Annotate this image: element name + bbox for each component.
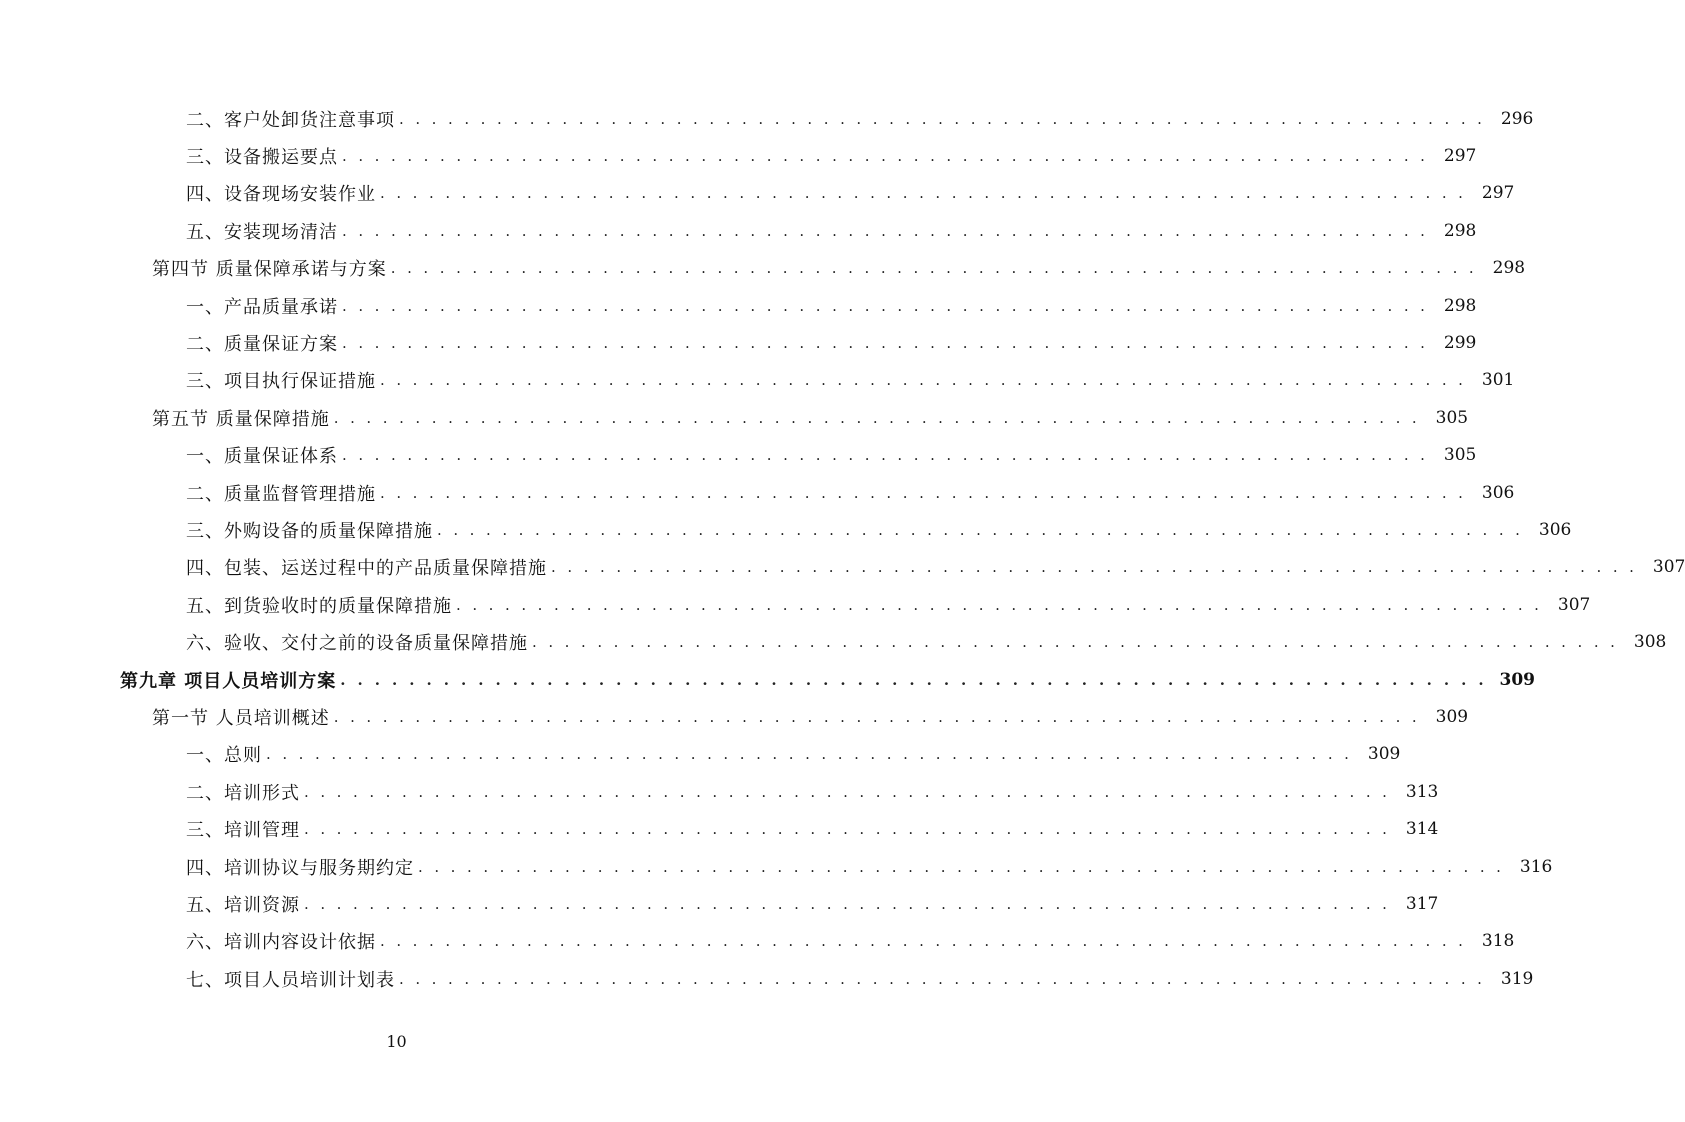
toc-entry-page: 305 [1443,445,1477,466]
dot-leader: . . . . . . . . . . . . . . . . . . . . . . . . . . . . . . . . . . . . . . . . . . . . . . . . . . . . . . . . . . . . . . . . . . . [333,707,1421,726]
toc-entry-title: 一、质量保证体系 [186,446,338,468]
dot-leader: . . . . . . . . . . . . . . . . . . . . . . . . . . . . . . . . . . . . . . . . . . . . . . . . . . . . . . . . . . . . . . . . . . . [380,371,1467,390]
toc-entry-section[interactable] [0,250,1526,287]
toc-entry-item[interactable] [0,848,1553,885]
toc-entry-page: 297 [1443,145,1477,166]
dot-leader: . . . . . . . . . . . . . . . . . . . . . . . . . . . . . . . . . . . . . . . . . . . . . . . . . . . . . . . . . . . . . . . . . . . [399,969,1486,988]
toc-entry-page: 309 [1367,744,1401,765]
toc-entry-item[interactable] [0,137,1477,174]
toc-entry-title: 二、培训形式 [186,782,300,804]
toc-entry-title: 二、质量保证方案 [186,333,338,355]
dot-leader: . . . . . . . . . . . . . . . . . . . . . . . . . . . . . . . . . . . . . . . . . . . . . . . . . . . . . . . . . . . . . . . . . . . [340,670,1488,689]
toc-entry-title: 三、设备搬运要点 [186,146,338,168]
toc-entry-page: 298 [1492,258,1526,279]
toc-entry-item[interactable] [0,362,1515,399]
toc-entry-page: 313 [1405,781,1439,802]
toc-entry-item[interactable] [0,324,1477,361]
toc-entry-page: 298 [1443,220,1477,241]
toc-entry-page: 314 [1405,819,1439,840]
toc-entry-page: 296 [1500,108,1534,129]
toc-entry-page: 301 [1481,370,1515,391]
toc-entry-title: 四、包装、运送过程中的产品质量保障措施 [186,558,547,580]
dot-leader: . . . . . . . . . . . . . . . . . . . . . . . . . . . . . . . . . . . . . . . . . . . . . . . . . . . . . . . . . . . . . . . . . . . [380,184,1467,203]
toc-entry-title: 七、项目人员培训计划表 [186,969,395,991]
toc-entry-page: 297 [1481,183,1515,204]
toc-entry-section[interactable] [0,698,1469,735]
toc-entry-title: 一、总则 [186,745,262,767]
toc-entry-item[interactable] [0,175,1515,212]
toc-entry-page: 317 [1405,893,1439,914]
toc-entry-title: 二、质量监督管理措施 [186,483,376,505]
toc-entry-page: 307 [1652,557,1685,578]
dot-leader: . . . . . . . . . . . . . . . . . . . . . . . . . . . . . . . . . . . . . . . . . . . . . . . . . . . . . . . . . . . . . . . . . . . [342,146,1429,165]
toc-entry-title: 第五节 质量保障措施 [152,408,330,430]
dot-leader: . . . . . . . . . . . . . . . . . . . . . . . . . . . . . . . . . . . . . . . . . . . . . . . . . . . . . . . . . . . . . . . . . . . [342,333,1429,352]
toc-entry-item[interactable] [0,736,1401,773]
toc-entry-item[interactable] [0,212,1477,249]
dot-leader: . . . . . . . . . . . . . . . . . . . . . . . . . . . . . . . . . . . . . . . . . . . . . . . . . . . . . . . . . . . . . . . . . . . [342,446,1429,465]
toc-entry-item[interactable] [0,960,1534,997]
toc-entry-item[interactable] [0,586,1591,623]
toc-entry-item[interactable] [0,474,1515,511]
toc-entry-title: 四、设备现场安装作业 [186,184,376,206]
toc-entry-page: 299 [1443,332,1477,353]
toc-entry-title: 五、到货验收时的质量保障措施 [186,595,452,617]
toc-entry-item[interactable] [0,885,1439,922]
page-number: 10 [386,1032,407,1051]
toc-entry-title: 三、外购设备的质量保障措施 [186,520,433,542]
toc-entry-item[interactable] [0,811,1439,848]
dot-leader: . . . . . . . . . . . . . . . . . . . . . . . . . . . . . . . . . . . . . . . . . . . . . . . . . . . . . . . . . . . . . . . . . . . [333,408,1421,427]
toc-entry-title: 六、验收、交付之前的设备质量保障措施 [186,633,528,655]
toc-entry-title: 一、产品质量承诺 [186,296,338,318]
toc-entry-title: 五、培训资源 [186,894,300,916]
toc-entry-page: 319 [1500,968,1534,989]
dot-leader: . . . . . . . . . . . . . . . . . . . . . . . . . . . . . . . . . . . . . . . . . . . . . . . . . . . . . . . . . . . . . . . . . . . [342,296,1429,315]
toc-entry-page: 307 [1557,594,1591,615]
dot-leader: . . . . . . . . . . . . . . . . . . . . . . . . . . . . . . . . . . . . . . . . . . . . . . . . . . . . . . . . . . . . . . . . . . . [418,857,1505,876]
toc-entry-page: 306 [1481,482,1515,503]
toc-entry-item[interactable] [0,437,1477,474]
toc-entry-title: 六、培训内容设计依据 [186,932,376,954]
toc-entry-page: 309 [1435,706,1469,727]
toc-entry-title: 三、培训管理 [186,820,300,842]
dot-leader: . . . . . . . . . . . . . . . . . . . . . . . . . . . . . . . . . . . . . . . . . . . . . . . . . . . . . . . . . . . . . . . . . . . [399,109,1486,128]
toc-entry-item[interactable] [0,549,1685,586]
dot-leader: . . . . . . . . . . . . . . . . . . . . . . . . . . . . . . . . . . . . . . . . . . . . . . . . . . . . . . . . . . . . . . . . . . . [551,558,1638,577]
toc-entry-title: 五、安装现场清洁 [186,221,338,243]
toc-entry-title: 第一节 人员培训概述 [152,707,330,729]
toc-entry-title: 二、客户处卸货注意事项 [186,109,395,131]
dot-leader: . . . . . . . . . . . . . . . . . . . . . . . . . . . . . . . . . . . . . . . . . . . . . . . . . . . . . . . . . . . . . . . . . . . [437,520,1524,539]
toc-entry-title: 第九章 项目人员培训方案 [120,670,337,692]
toc-entry-page: 306 [1538,519,1572,540]
dot-leader: . . . . . . . . . . . . . . . . . . . . . . . . . . . . . . . . . . . . . . . . . . . . . . . . . . . . . . . . . . . . . . . . . . . [456,595,1543,614]
toc-entry-page: 298 [1443,295,1477,316]
toc-entry-item[interactable] [0,923,1515,960]
toc-entry-page: 305 [1435,407,1469,428]
dot-leader: . . . . . . . . . . . . . . . . . . . . . . . . . . . . . . . . . . . . . . . . . . . . . . . . . . . . . . . . . . . . . . . . . . . [304,894,1391,913]
dot-leader: . . . . . . . . . . . . . . . . . . . . . . . . . . . . . . . . . . . . . . . . . . . . . . . . . . . . . . . . . . . . . . . . . . . [532,633,1619,652]
dot-leader: . . . . . . . . . . . . . . . . . . . . . . . . . . . . . . . . . . . . . . . . . . . . . . . . . . . . . . . . . . . . . . . . . . . [304,782,1391,801]
dot-leader: . . . . . . . . . . . . . . . . . . . . . . . . . . . . . . . . . . . . . . . . . . . . . . . . . . . . . . . . . . . . . . . . . . . [390,259,1478,278]
toc-entry-chapter[interactable] [0,661,1536,698]
toc-entry-page: 309 [1499,669,1536,690]
toc-entry-item[interactable] [0,773,1439,810]
dot-leader: . . . . . . . . . . . . . . . . . . . . . . . . . . . . . . . . . . . . . . . . . . . . . . . . . . . . . . . . . . . . . . . . . . . [266,745,1353,764]
toc-entry-section[interactable] [0,399,1469,436]
dot-leader: . . . . . . . . . . . . . . . . . . . . . . . . . . . . . . . . . . . . . . . . . . . . . . . . . . . . . . . . . . . . . . . . . . . [380,932,1467,951]
toc-entry-item[interactable] [0,100,1534,137]
toc-entry-item[interactable] [0,624,1667,661]
toc-entry-page: 316 [1519,856,1553,877]
toc-entry-page: 318 [1481,931,1515,952]
dot-leader: . . . . . . . . . . . . . . . . . . . . . . . . . . . . . . . . . . . . . . . . . . . . . . . . . . . . . . . . . . . . . . . . . . . [304,820,1391,839]
toc-entry-title: 四、培训协议与服务期约定 [186,857,414,879]
toc-entry-title: 三、项目执行保证措施 [186,371,376,393]
dot-leader: . . . . . . . . . . . . . . . . . . . . . . . . . . . . . . . . . . . . . . . . . . . . . . . . . . . . . . . . . . . . . . . . . . . [342,221,1429,240]
dot-leader: . . . . . . . . . . . . . . . . . . . . . . . . . . . . . . . . . . . . . . . . . . . . . . . . . . . . . . . . . . . . . . . . . . . [380,483,1467,502]
toc-entry-item[interactable] [0,511,1572,548]
toc-entry-item[interactable] [0,287,1477,324]
toc-entry-page: 308 [1633,632,1667,653]
toc-entry-title: 第四节 质量保障承诺与方案 [152,259,387,281]
